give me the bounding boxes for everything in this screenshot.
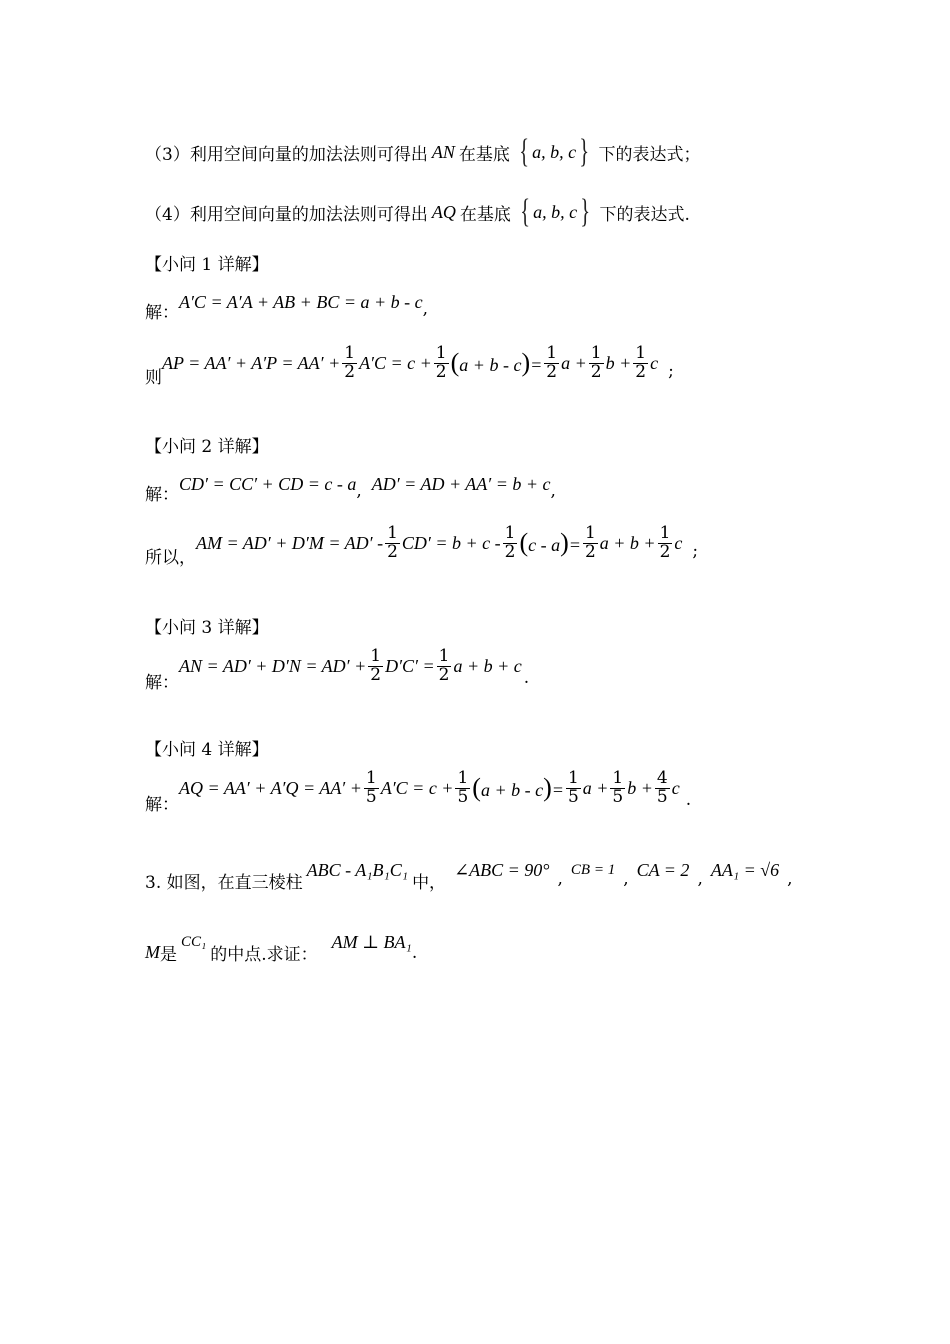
section-heading-q3: 【小问 3 详解】 bbox=[145, 618, 269, 638]
basis-set: { a, b, c } bbox=[520, 193, 591, 230]
basis-text: a, b, c bbox=[532, 141, 577, 162]
q4-eq-mid2: a + b - c bbox=[480, 780, 544, 801]
problem3-zhong: 中， bbox=[412, 873, 447, 893]
q4-eq-mid1: A′C = c + bbox=[380, 777, 454, 798]
intro-item3-prefix: （3）利用空间向量的加法法则可得出 bbox=[145, 144, 428, 165]
q1-eq-a: A′C = A′A + AB + BC = a + b - c bbox=[179, 292, 423, 312]
fraction: $\frac{1}{2}$ bbox=[584, 523, 596, 562]
problem3-ca: CA = 2 bbox=[636, 860, 690, 880]
label-suoyi: 所以， bbox=[145, 547, 196, 568]
q2-eq-a2: AD′ = AD + AA′ = b + c bbox=[371, 474, 551, 494]
problem3-cc1: CC₁ bbox=[181, 934, 207, 950]
fraction: $\frac{1}{2}$ bbox=[504, 523, 516, 562]
q1-line-2: 则 AP = AA′ + A′P = AA′ + $\frac{1}{2}$ A′C = c + $\frac{1}{2}$ (a + b - c)= $\frac{1}{2}$ a + $\frac{1}{2}$ b + $\frac{1}{2}$ c ; bbox=[145, 343, 674, 388]
fraction: $\frac{1}{2}$ bbox=[590, 343, 602, 382]
fraction: $\frac{1}{2}$ bbox=[387, 523, 398, 562]
basis-set: { a, b, c } bbox=[519, 133, 590, 170]
intro-item3-vec: AN bbox=[431, 141, 455, 162]
intro-item4-suffix: 下的表达式. bbox=[599, 204, 690, 225]
intro-item4-mid: 在基底 bbox=[459, 204, 511, 225]
problem3-cb: CB = 1 bbox=[570, 862, 616, 878]
q4-eq-left: AQ = AA′ + A′Q = AA′ + bbox=[179, 777, 362, 798]
label-jie: 解： bbox=[145, 485, 179, 505]
q1-line-1: 解： A′C = A′A + AB + BC = a + b - c , bbox=[145, 292, 429, 323]
fraction: $\frac{1}{2}$ bbox=[635, 343, 647, 382]
q3-eq-mid: D′C′ = bbox=[385, 655, 435, 676]
basis-text: a, b, c bbox=[533, 201, 578, 222]
q2-eq-b-mid1: CD′ = b + c - bbox=[401, 532, 501, 553]
fraction: $\frac{1}{2}$ bbox=[438, 646, 450, 685]
intro-item-4 bbox=[145, 195, 690, 229]
fraction: $\frac{1}{5}$ bbox=[457, 768, 469, 807]
intro-item4-vec: AQ bbox=[431, 201, 456, 222]
intro-item3-suffix: 下的表达式； bbox=[598, 144, 701, 165]
fraction: $\frac{1}{5}$ bbox=[612, 768, 624, 807]
problem3-period: . bbox=[411, 942, 418, 963]
fraction: $\frac{1}{5}$ bbox=[365, 768, 377, 807]
fraction: $\frac{1}{2}$ bbox=[370, 646, 382, 685]
problem3-claim: AM ⊥ BA₁ bbox=[331, 932, 412, 952]
q2-eq-b-left: AM = AD′ + D′M = AD′ - bbox=[196, 532, 384, 553]
q1-eq-b-mid1: A′C = c + bbox=[359, 352, 432, 373]
q3-line-1: 解： AN = AD′ + D′N = AD′ + $\frac{1}{2}$ D′C′ = $\frac{1}{2}$ a + b + c . bbox=[145, 646, 530, 693]
problem3-aa1: AA₁ = √6 bbox=[710, 860, 780, 880]
q2-line-2: 所以， AM = AD′ + D′M = AD′ - $\frac{1}{2}$ CD′ = b + c - $\frac{1}{2}$ (c - a)= $\frac{1}{2}$ a + b + $\frac{1}{2}$ c ; bbox=[145, 523, 699, 568]
problem3-number: 3. 如图，在直三棱柱 bbox=[145, 873, 303, 893]
intro-item4-prefix: （4）利用空间向量的加法法则可得出 bbox=[145, 204, 428, 225]
fraction: $\frac{1}{2}$ bbox=[344, 343, 356, 382]
problem3-angle: ∠ABC = 90° bbox=[454, 860, 550, 880]
label-ze: 则 bbox=[145, 367, 162, 388]
q2-eq-a1: CD′ = CC′ + CD = c - a bbox=[179, 474, 357, 494]
fraction: $\frac{1}{2}$ bbox=[435, 343, 447, 382]
fraction: $\frac{1}{5}$ bbox=[567, 768, 579, 807]
q1-eq-b-left: AP = AA′ + A′P = AA′ + bbox=[162, 352, 341, 373]
q3-eq-left: AN = AD′ + D′N = AD′ + bbox=[179, 655, 367, 676]
fraction: $\frac{1}{2}$ bbox=[659, 523, 671, 562]
fraction: $\frac{4}{5}$ bbox=[656, 768, 668, 807]
section-heading-q2: 【小问 2 详解】 bbox=[145, 437, 269, 457]
fraction: $\frac{1}{2}$ bbox=[546, 343, 558, 382]
section-heading-q4: 【小问 4 详解】 bbox=[145, 740, 269, 760]
q4-line-1: 解： AQ = AA′ + A′Q = AA′ + $\frac{1}{5}$ A′C = c + $\frac{1}{5}$ (a + b - c)= $\frac{1}{5}$ a + $\frac{1}{5}$ b + $\frac{4}{5}$ c . bbox=[145, 768, 692, 815]
problem3-prism: ABC - A₁B₁C₁ bbox=[306, 860, 409, 880]
intro-item-3 bbox=[145, 135, 701, 169]
intro-item3-mid: 在基底 bbox=[458, 144, 510, 165]
q1-eq-b-mid2: a + b - c bbox=[459, 355, 522, 376]
q2-line-1: 解： CD′ = CC′ + CD = c - a , AD′ = AD + AA′ = b + c , bbox=[145, 474, 556, 505]
label-jie: 解： bbox=[145, 794, 179, 815]
label-jie: 解： bbox=[145, 672, 179, 693]
q3-eq-right: a + b + c bbox=[453, 655, 522, 676]
problem3-line-1: 3. 如图，在直三棱柱 ABC - A₁B₁C₁ 中， ∠ABC = 90° , CB = 1 , CA = 2 , AA₁ = √6 , bbox=[145, 860, 793, 893]
section-heading-q1: 【小问 1 详解】 bbox=[145, 255, 269, 275]
problem3-shi: 是 bbox=[160, 945, 177, 965]
problem3-line-2 bbox=[145, 930, 418, 965]
q2-eq-b-mid2: c - a bbox=[528, 535, 561, 556]
label-jie: 解： bbox=[145, 303, 179, 323]
problem3-midpoint: 的中点.求证： bbox=[210, 945, 318, 965]
problem3-m: M bbox=[145, 942, 160, 962]
